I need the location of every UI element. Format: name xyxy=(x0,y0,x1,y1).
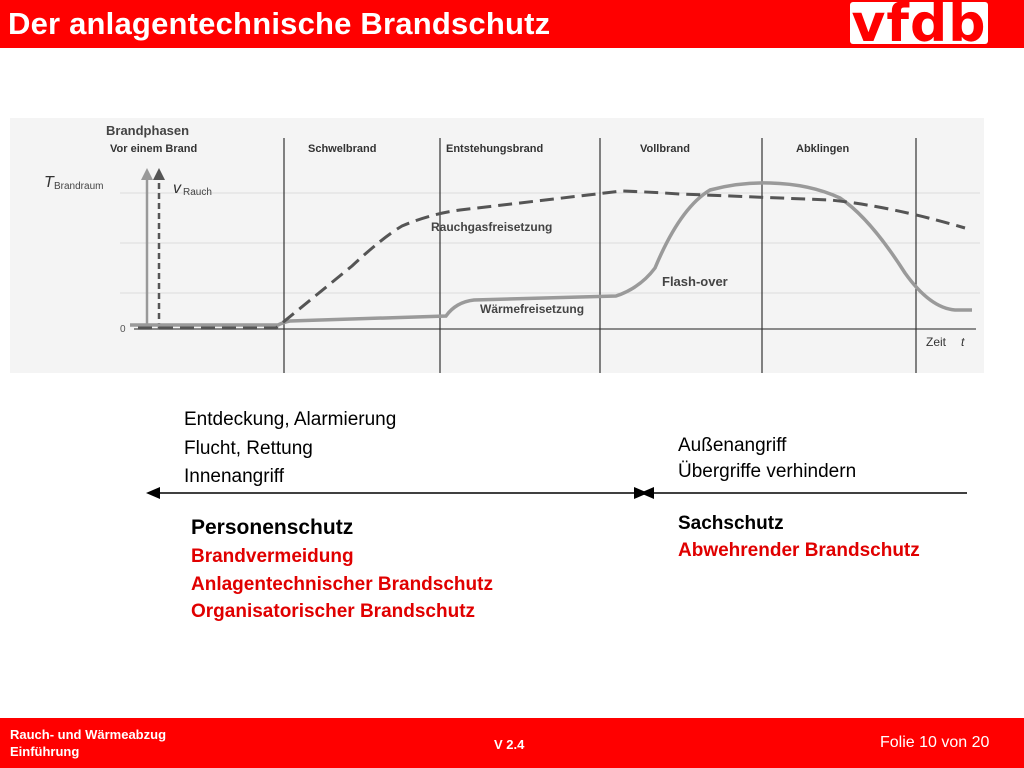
x-axis-label: Zeit xyxy=(926,335,947,349)
footer-version: V 2.4 xyxy=(494,737,525,752)
phase-label: Schwelbrand xyxy=(308,143,377,155)
footer-slide-number: Folie 10 von 20 xyxy=(880,734,990,751)
heading-personenschutz: Personenschutz xyxy=(191,516,354,539)
chart-svg xyxy=(10,118,984,373)
activity-escape: Flucht, Rettung xyxy=(184,438,313,459)
y-axis-temperature-arrow xyxy=(141,168,153,180)
y-axis-label-temperature-sub: Brandraum xyxy=(54,181,104,192)
x-axis-variable: t xyxy=(961,335,965,349)
item-brandvermeidung: Brandvermeidung xyxy=(191,546,354,567)
phase-label: Vollbrand xyxy=(640,143,690,155)
y-axis-label-smoke: v xyxy=(173,180,181,197)
timeline-arrows xyxy=(0,480,1024,506)
arrow-head xyxy=(640,487,654,499)
heading-sachschutz: Sachschutz xyxy=(678,513,784,534)
phase-label: Entstehungsbrand xyxy=(446,143,544,155)
footer-course xyxy=(10,726,166,760)
slide-title: Der anlagentechnische Brandschutz xyxy=(8,6,551,41)
curve-label-heat: Wärmefreisetzung xyxy=(480,302,585,316)
header-bar xyxy=(0,0,1024,54)
flashover-label: Flash-over xyxy=(662,274,728,289)
logo-text: vfdb xyxy=(851,0,987,54)
y-axis-label-temperature: T xyxy=(44,174,54,191)
activity-exterior-attack: Außenangriff xyxy=(678,435,787,456)
vfdb-logo xyxy=(850,0,988,54)
item-abwehrender: Abwehrender Brandschutz xyxy=(678,540,920,561)
chart-title: Brandphasen xyxy=(106,123,190,138)
y-axis-smoke-arrow xyxy=(153,168,165,180)
y-axis-label-smoke-sub: Rauch xyxy=(183,187,212,198)
footer-bar xyxy=(0,718,1024,768)
activity-detection: Entdeckung, Alarmierung xyxy=(184,409,397,430)
item-organisatorischer: Organisatorischer Brandschutz xyxy=(191,601,476,622)
arrow-head xyxy=(146,487,160,499)
phase-label: Abklingen xyxy=(796,143,850,155)
activity-interior-attack: Innenangriff xyxy=(184,466,285,487)
footer-course-line2: Einführung xyxy=(10,744,80,759)
footer-course-line1: Rauch- und Wärmeabzug xyxy=(10,727,167,742)
item-anlagentechnischer: Anlagentechnischer Brandschutz xyxy=(191,574,493,595)
phase-label: Vor einem Brand xyxy=(110,143,198,155)
fire-phases-chart xyxy=(10,118,984,373)
origin-label: 0 xyxy=(120,324,126,335)
activity-prevent-spread: Übergriffe verhindern xyxy=(678,461,857,482)
curve-label-smoke: Rauchgasfreisetzung xyxy=(431,220,553,234)
